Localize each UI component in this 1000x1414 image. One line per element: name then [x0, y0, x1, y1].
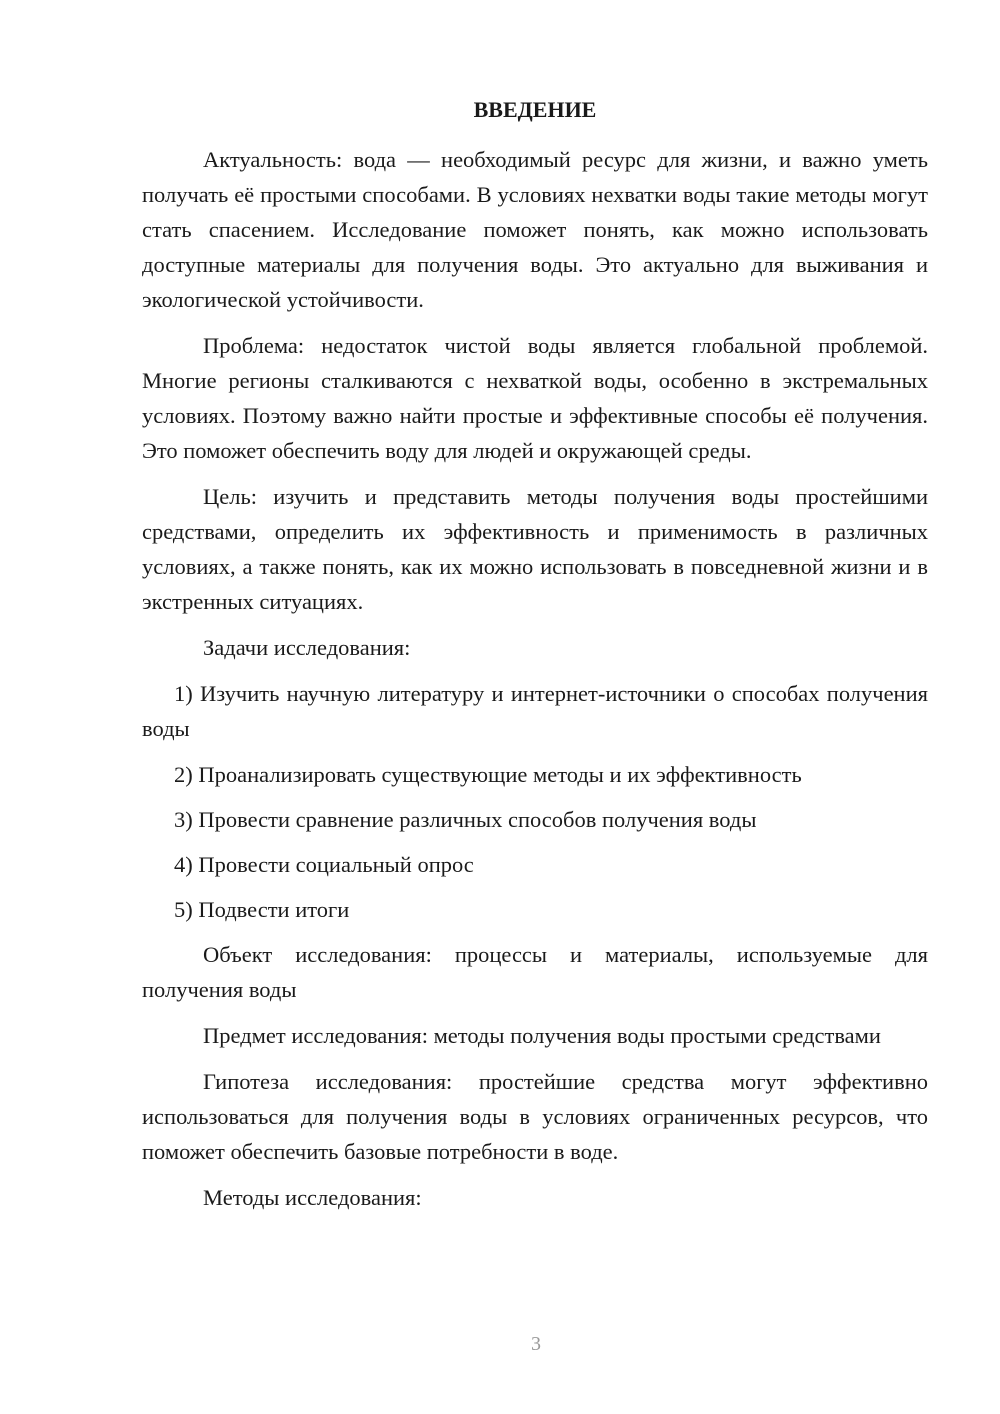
task-item-2: 2) Проанализировать существующие методы и их эффективность — [174, 762, 802, 787]
document-page — [142, 92, 928, 1226]
page-number: 3 — [531, 1333, 541, 1355]
subject-paragraph: Предмет исследования: методы получения воды простыми средствами — [203, 1023, 881, 1048]
task-item-4: 4) Провести социальный опрос — [174, 852, 474, 877]
relevance-paragraph: Актуальность: вода — необходимый ресурс для жизни, и важно уметь получать её простыми способами. В условиях нехватки воды такие методы могут стать спасением. Исследование поможет понять, как можно использовать доступные материалы для получения воды. Это актуально для выживания и экологической устойчивости. — [142, 147, 928, 312]
task-item-5: 5) Подвести итоги — [174, 897, 350, 922]
problem-paragraph: Проблема: недостаток чистой воды является глобальной проблемой. Многие регионы сталкиваются с нехваткой воды, особенно в экстремальных условиях. Поэтому важно найти простые и эффективные способы её получения. Это поможет обеспечить воду для людей и окружающей среды. — [142, 333, 928, 463]
methods-heading: Методы исследования: — [203, 1185, 422, 1210]
object-paragraph: Объект исследования: процессы и материалы, используемые для получения воды — [142, 942, 928, 1002]
hypothesis-paragraph: Гипотеза исследования: простейшие средства могут эффективно использоваться для получения воды в условиях ограниченных ресурсов, что поможет обеспечить базовые потребности в воде. — [142, 1069, 928, 1164]
page-title: ВВЕДЕНИЕ — [473, 97, 597, 122]
task-item-3: 3) Провести сравнение различных способов получения воды — [174, 807, 757, 832]
tasks-heading: Задачи исследования: — [203, 635, 411, 660]
goal-paragraph: Цель: изучить и представить методы получения воды простейшими средствами, определить их эффективность и применимость в различных условиях, а также понять, как их можно использовать в повседневной жизни и в экстренных ситуациях. — [142, 484, 928, 614]
task-item-1: 1) Изучить научную литературу и интернет-источники о способах получения воды — [142, 681, 928, 741]
